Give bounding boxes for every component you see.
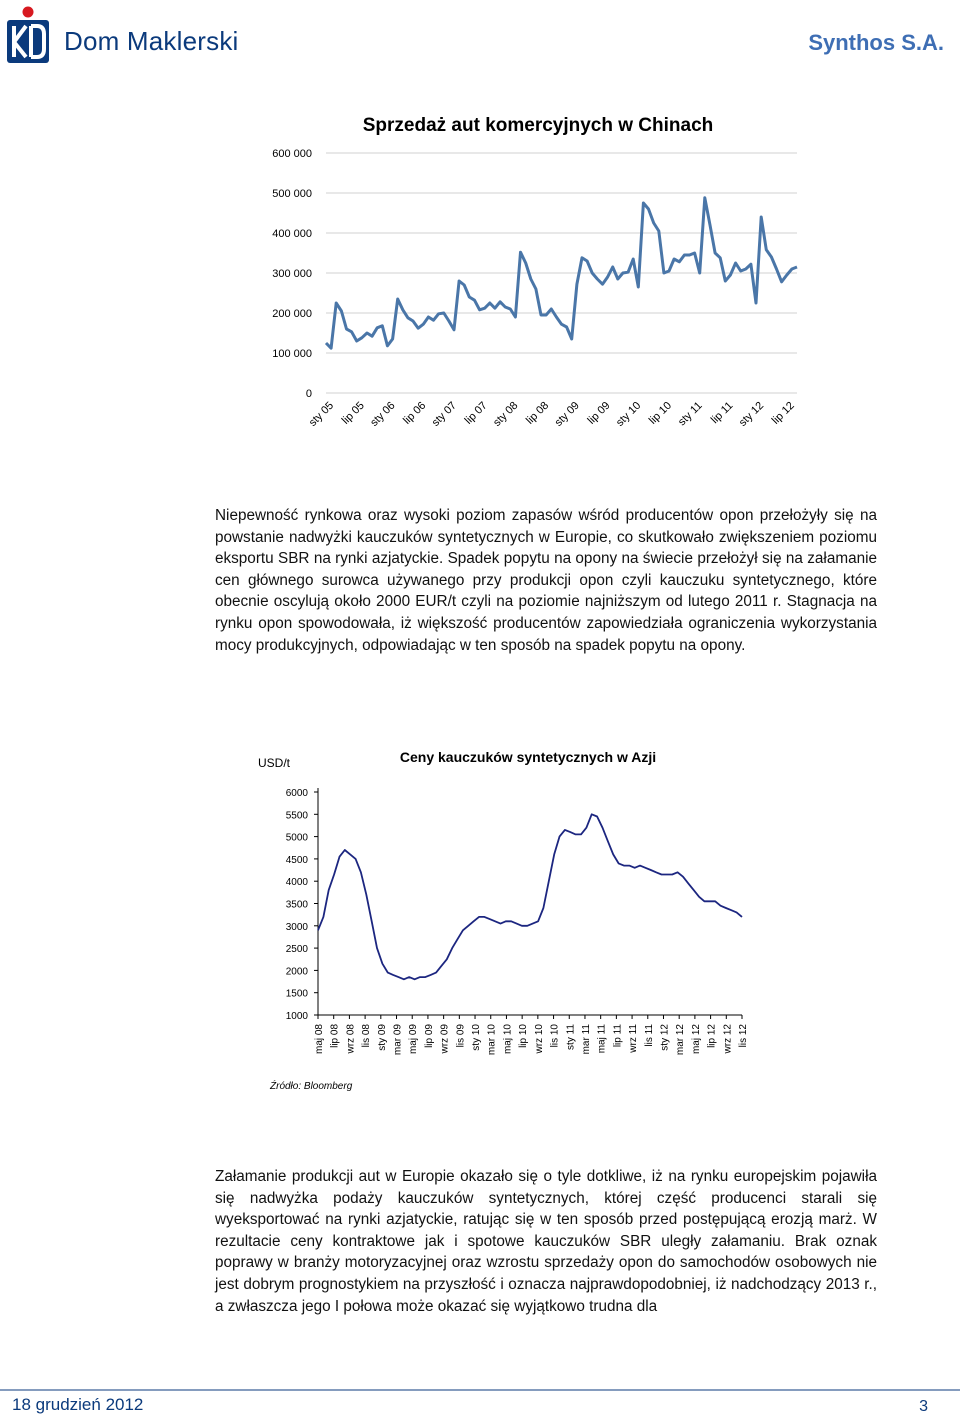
- chart1-xtick-label: sty 05: [306, 399, 337, 429]
- chart1-title: Sprzedaż aut komercyjnych w Chinach: [362, 115, 714, 136]
- pko-logo: [6, 6, 50, 64]
- chart2-xtick-label: sty 11: [565, 1024, 577, 1050]
- chart1-xtick-label: lip 08: [524, 399, 552, 427]
- synthetic-rubber-prices-chart: [0, 740, 960, 1070]
- chart2-xtick-label: sty 12: [659, 1024, 671, 1051]
- chart2-xtick-label: lip 09: [423, 1024, 435, 1048]
- chart1-xtick-label: lip 09: [585, 399, 613, 427]
- chart1-xtick-label: lip 11: [708, 399, 736, 427]
- chart2-ytick-label: 1000: [285, 1011, 308, 1022]
- footer-bar: [0, 1389, 960, 1419]
- chart2-ytick-label: 2000: [285, 966, 308, 978]
- chart1-ytick-label: 600 000: [272, 148, 312, 160]
- chart2-xtick-label: maj 10: [502, 1024, 514, 1055]
- chart2-ytick-label: 6000: [285, 788, 308, 799]
- chart2-xtick-label: lip 11: [612, 1024, 624, 1048]
- chart1-xtick-label: sty 08: [491, 399, 521, 429]
- chart2-ytick-label: 5500: [285, 810, 308, 822]
- chart1-ytick-label: 100 000: [272, 348, 312, 360]
- chart1-xtick-label: sty 10: [614, 399, 644, 429]
- chart2-xtick-label: maj 11: [596, 1024, 608, 1054]
- chart2-xtick-label: wrz 12: [722, 1024, 734, 1054]
- paragraph-2: Załamanie produkcji aut w Europie okazało się o tyle dotkliwe, iż na rynku europejskim pojawiła się nadwyżka podaży kauczuków syntetycznych, której część producenci starali się wyeksportować na rynki azjatyckie, ratując się w ten sposób przed postępującą erozją marż. W rezultacie ceny kontraktowe jak i spotowe kauczuków SBR uległy załamaniu. Brak oznak poprawy w branży motoryzacyjnej oraz wzrostu sprzedaży opon do samochodów osobowych nie jest dobrym prognostykiem na przyszłość i oznacza najprawdopodobniej, iż nadchodzący 2013 r., a zwłaszcza jego I połowa może okazać się wyjątkowo trudna dla: [215, 1168, 877, 1315]
- page-number: 3: [919, 1398, 928, 1415]
- commercial-car-sales-chart: [0, 100, 960, 450]
- chart2-ytick-label: 3500: [285, 899, 308, 911]
- chart2-xtick-label: wrz 10: [533, 1024, 545, 1054]
- chart2-ytick-label: 3000: [285, 921, 308, 933]
- chart1-xtick-label: lip 10: [646, 399, 675, 427]
- chart1-ytick-label: 300 000: [272, 268, 312, 280]
- logo-red-dot-icon: [23, 7, 34, 18]
- chart2-xtick-label: maj 08: [314, 1024, 325, 1055]
- chart2-xtick-label: sty 10: [471, 1024, 483, 1051]
- brand-name: Dom Maklerski: [64, 26, 239, 56]
- source-note: Źródło: Bloomberg: [270, 1081, 353, 1092]
- chart2-xtick-label: lis 10: [549, 1024, 561, 1048]
- chart2-title: Ceny kauczuków syntetycznych w Azji: [399, 749, 657, 765]
- chart2-xtick-label: lis 08: [361, 1024, 373, 1048]
- chart2-xtick-label: wrz 09: [439, 1024, 451, 1054]
- chart2-xtick-label: wrz 11: [628, 1024, 640, 1053]
- footer-date: 18 grudzień 2012: [12, 1395, 144, 1414]
- company-name: Synthos S.A.: [808, 30, 944, 55]
- chart1-xtick-label: sty 07: [429, 399, 459, 429]
- chart1-xtick-label: sty 06: [368, 399, 398, 429]
- chart2-xtick-label: mar 09: [392, 1024, 404, 1056]
- chart1-ytick-label: 200 000: [272, 308, 312, 320]
- chart2-xtick-label: mar 12: [675, 1024, 687, 1056]
- chart1-ytick-label: 500 000: [272, 188, 312, 200]
- chart2-xtick-label: mar 10: [486, 1024, 498, 1056]
- chart2-ytick-label: 4500: [285, 854, 308, 866]
- chart2-xtick-label: sty 09: [376, 1024, 388, 1051]
- chart1-ytick-label: 400 000: [272, 228, 312, 240]
- chart2-ylabel: USD/t: [257, 756, 291, 770]
- chart1-xtick-label: lip 12: [769, 399, 797, 427]
- chart1-xtick-label: lip 07: [462, 399, 490, 427]
- chart2-xtick-label: wrz 08: [345, 1024, 357, 1054]
- chart2-xtick-label: lip 10: [518, 1024, 530, 1048]
- chart2-ytick-label: 4000: [285, 877, 308, 889]
- chart2-series-line: [318, 814, 742, 979]
- chart2-xtick-label: lis 12: [738, 1024, 749, 1048]
- chart1-xtick-label: sty 09: [552, 399, 582, 429]
- chart2-xtick-label: lis 09: [455, 1024, 467, 1048]
- paragraph-1: Niepewność rynkowa oraz wysoki poziom zapasów wśród producentów opon przełożyły się na powstanie nadwyżki kauczuków syntetycznych w Europie, co skutkowało zwiększeniem poziomu eksportu SBR na rynki azjatyckie. Spadek popytu na opony na świecie przełożył się na załamanie cen głównego surowca używanego przy produkcji opon czyli kauczuku syntetycznego, które obecnie oscylują około 2000 EUR/t czyli na poziomie najniższym od lutego 2011 r. Stagnacja na rynku opon spowodowała, iż większość producentów zapowiedziała ograniczenia wykorzystania mocy produkcyjnych, odpowiadając w ten sposób na spadek popytu na opony.: [215, 507, 877, 654]
- chart2-xtick-label: lis 11: [643, 1024, 655, 1047]
- chart1-xtick-label: sty 11: [676, 399, 705, 429]
- chart2-xtick-label: maj 12: [690, 1024, 702, 1055]
- chart2-xtick-label: maj 09: [408, 1024, 420, 1055]
- chart2-ytick-label: 1500: [285, 988, 308, 1000]
- chart1-xtick-label: lip 06: [401, 399, 429, 427]
- chart2-xtick-label: lip 08: [329, 1024, 341, 1048]
- chart1-xtick-label: lip 05: [339, 399, 367, 427]
- chart2-ytick-label: 5000: [285, 832, 308, 844]
- chart1-ytick-label: 0: [305, 388, 312, 400]
- chart2-xtick-label: mar 11: [580, 1024, 592, 1055]
- chart1-xtick-label: sty 12: [736, 399, 767, 429]
- chart2-ytick-label: 2500: [285, 944, 308, 956]
- chart2-xtick-label: lip 12: [706, 1024, 718, 1048]
